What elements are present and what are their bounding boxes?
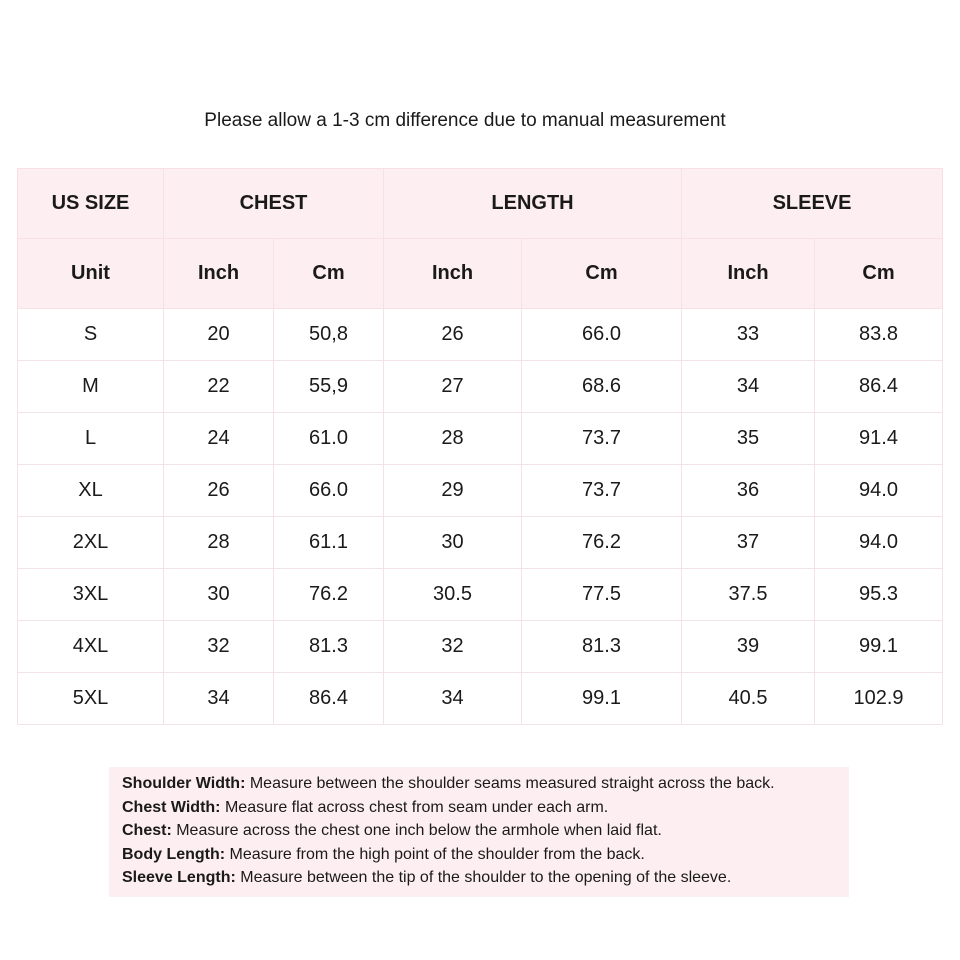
chest-cm-cell: 50,8 [274,309,384,361]
chest-cm-header: Cm [274,239,384,309]
chest-inch-cell: 26 [164,465,274,517]
length-inch-cell: 32 [384,621,522,673]
sleeve-cm-cell: 91.4 [815,413,943,465]
guide-term: Shoulder Width: [122,775,246,792]
chest-inch-header: Inch [164,239,274,309]
sleeve-inch-cell: 37.5 [682,569,815,621]
guide-text: Measure between the shoulder seams measured straight across the back. [245,775,775,792]
guide-text: Measure flat across chest from seam under each arm. [220,798,609,816]
sleeve-cm-cell: 94.0 [815,465,943,517]
length-inch-cell: 34 [384,673,522,725]
sleeve-inch-cell: 35 [682,413,815,465]
table-row [18,517,943,569]
table-row [18,569,943,621]
measurement-note: Please allow a 1-3 cm difference due to manual measurement [204,110,726,131]
size-cell: L [18,413,164,465]
sleeve-inch-header: Inch [682,239,815,309]
chest-cm-cell: 55,9 [274,361,384,413]
sleeve-cm-cell: 94.0 [815,517,943,569]
size-cell: 3XL [18,569,164,621]
chest-inch-cell: 32 [164,621,274,673]
length-cm-cell: 77.5 [522,569,682,621]
guide-term: Chest Width: [122,798,221,816]
header-sleeve: SLEEVE [682,169,943,239]
length-inch-cell: 28 [384,413,522,465]
chest-inch-cell: 22 [164,361,274,413]
group-header-row [18,169,943,239]
guide-term: Sleeve Length: [122,869,236,886]
length-cm-cell: 81.3 [522,621,682,673]
guide-text: Measure between the tip of the shoulder to the opening of the sleeve. [235,869,732,886]
measurement-guide [109,767,849,897]
chest-inch-cell: 20 [164,309,274,361]
size-cell: XL [18,465,164,517]
table-row [18,361,943,413]
chest-inch-cell: 30 [164,569,274,621]
sleeve-inch-cell: 36 [682,465,815,517]
chest-cm-cell: 76.2 [274,569,384,621]
sleeve-inch-cell: 40.5 [682,673,815,725]
sleeve-cm-header: Cm [815,239,943,309]
header-length: LENGTH [384,169,682,239]
guide-item-chest-width [122,796,849,820]
length-inch-header: Inch [384,239,522,309]
chest-cm-cell: 66.0 [274,465,384,517]
header-chest: CHEST [164,169,384,239]
guide-term: Body Length: [122,845,226,863]
header-us-size: US SIZE [18,169,164,239]
table-row [18,309,943,361]
unit-header-row [18,239,943,309]
length-inch-cell: 30.5 [384,569,522,621]
chest-cm-cell: 61.0 [274,413,384,465]
sleeve-cm-cell: 95.3 [815,569,943,621]
size-cell: 5XL [18,673,164,725]
guide-item-chest [122,819,849,843]
sleeve-inch-cell: 33 [682,309,815,361]
sleeve-inch-cell: 39 [682,621,815,673]
length-cm-cell: 73.7 [522,465,682,517]
table-row [18,673,943,725]
guide-term: Chest: [122,822,172,839]
chest-inch-cell: 28 [164,517,274,569]
guide-item-sleeve-length [122,866,849,890]
table-row [18,465,943,517]
chest-inch-cell: 34 [164,673,274,725]
table-row [18,621,943,673]
sleeve-cm-cell: 86.4 [815,361,943,413]
sleeve-cm-cell: 102.9 [815,673,943,725]
size-cell: 4XL [18,621,164,673]
length-inch-cell: 27 [384,361,522,413]
size-cell: M [18,361,164,413]
chest-cm-cell: 86.4 [274,673,384,725]
sleeve-inch-cell: 34 [682,361,815,413]
length-cm-header: Cm [522,239,682,309]
chest-inch-cell: 24 [164,413,274,465]
length-inch-cell: 29 [384,465,522,517]
size-cell: 2XL [18,517,164,569]
sleeve-cm-cell: 83.8 [815,309,943,361]
guide-item-body-length [122,843,849,867]
length-cm-cell: 73.7 [522,413,682,465]
unit-label: Unit [18,239,164,309]
guide-text: Measure from the high point of the shoulder from the back. [225,845,645,863]
size-chart-table [17,168,943,725]
length-cm-cell: 76.2 [522,517,682,569]
length-inch-cell: 26 [384,309,522,361]
size-cell: S [18,309,164,361]
length-cm-cell: 66.0 [522,309,682,361]
sleeve-inch-cell: 37 [682,517,815,569]
guide-text: Measure across the chest one inch below the armhole when laid flat. [171,822,662,839]
sleeve-cm-cell: 99.1 [815,621,943,673]
chest-cm-cell: 61.1 [274,517,384,569]
table-row [18,413,943,465]
length-cm-cell: 99.1 [522,673,682,725]
length-cm-cell: 68.6 [522,361,682,413]
chest-cm-cell: 81.3 [274,621,384,673]
guide-item-shoulder-width [122,772,849,796]
length-inch-cell: 30 [384,517,522,569]
